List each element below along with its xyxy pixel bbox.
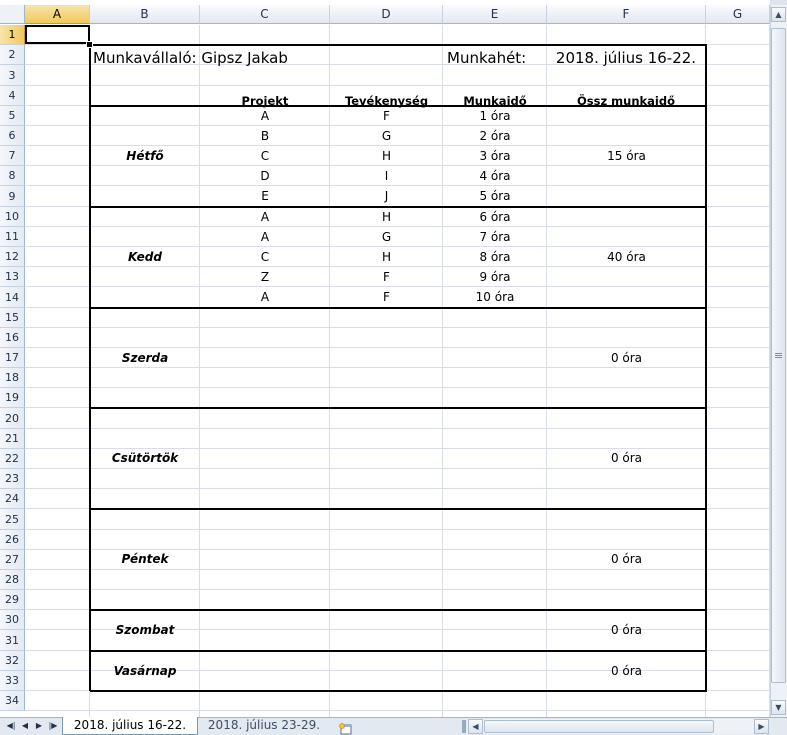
row-header-11[interactable]: 11 [0,227,25,247]
prev-sheet-button[interactable] [18,719,32,733]
row-header-14[interactable]: 14 [0,287,25,308]
row-header-34[interactable]: 34 [0,691,25,711]
next-sheet-button[interactable] [32,719,46,733]
first-sheet-button[interactable] [4,719,18,733]
fill-handle[interactable] [86,41,93,48]
week-value[interactable]: 2018. július 16-22. [555,49,697,67]
entry-activity[interactable]: F [383,290,390,304]
row-header-13[interactable]: 13 [0,267,25,287]
column-header-f[interactable]: F [547,5,706,24]
row-header-26[interactable]: 26 [0,530,25,550]
horizontal-scroll-thumb[interactable] [484,720,714,733]
vertical-scroll-thumb[interactable] [771,28,786,683]
tab-split-handle[interactable] [462,720,466,733]
scroll-down-button[interactable] [771,700,786,715]
header-activity[interactable]: Tevékenység [344,94,429,108]
day-total[interactable]: 0 óra [610,451,643,465]
entry-hours[interactable]: 7 óra [479,230,511,244]
row-header-31[interactable]: 31 [0,630,25,651]
column-header-d[interactable]: D [330,5,443,24]
nav-prev-icon: ◀ [21,721,29,730]
scroll-up-button[interactable] [771,7,786,22]
day-total[interactable]: 0 óra [610,623,643,637]
column-header-b[interactable]: B [90,5,200,24]
entry-project[interactable]: D [260,169,270,183]
row-header-4[interactable]: 4 [0,86,25,106]
nav-first-icon: ◀| [6,721,16,730]
row-header-10[interactable]: 10 [0,207,25,227]
entry-hours[interactable]: 1 óra [479,109,511,123]
day-label[interactable]: Kedd [128,250,162,264]
row-header-29[interactable]: 29 [0,590,25,610]
column-header-a[interactable]: A [25,5,90,24]
row-header-2[interactable]: 2 [0,45,25,65]
day-total[interactable]: 15 óra [607,149,646,163]
row-header-3[interactable]: 3 [0,65,25,86]
row-header-24[interactable]: 24 [0,489,25,509]
entry-activity[interactable]: H [381,250,392,264]
header-project[interactable]: Projekt [241,94,289,108]
week-label[interactable]: Munkahét: [447,49,527,67]
tab-sheet-1[interactable]: 2018. július 16-22. [62,717,198,735]
nav-last-icon: |▶ [48,721,58,730]
header-total[interactable]: Össz munkaidő [576,94,675,108]
employee-label[interactable]: Munkavállaló: Gipsz Jakab [93,49,288,67]
table-border-top [90,44,707,46]
entry-activity[interactable]: F [383,109,390,123]
scroll-left-icon: ◀ [472,722,479,731]
row-header-15[interactable]: 15 [0,308,25,328]
tab-sheet-2[interactable]: 2018. július 23-29. [207,718,321,732]
entry-hours[interactable]: 3 óra [479,149,511,163]
row-header-28[interactable]: 28 [0,570,25,590]
row-header-21[interactable]: 21 [0,429,25,449]
entry-project[interactable]: C [260,250,270,264]
row-header-19[interactable]: 19 [0,388,25,408]
entry-hours[interactable]: 2 óra [479,129,511,143]
scroll-right-button[interactable] [754,719,769,734]
entry-hours[interactable]: 5 óra [479,189,511,203]
entry-project[interactable]: A [260,109,270,123]
entry-activity[interactable]: G [381,129,392,143]
entry-project[interactable]: C [260,149,270,163]
row-header-6[interactable]: 6 [0,126,25,146]
entry-hours[interactable]: 6 óra [479,210,511,224]
entry-activity[interactable]: F [383,270,390,284]
day-total[interactable]: 0 óra [610,552,643,566]
row-header-17[interactable]: 17 [0,348,25,368]
day-label[interactable]: Szombat [115,623,175,637]
day-label[interactable]: Hétfő [126,149,164,163]
grid-column-line [769,25,770,717]
entry-project[interactable]: A [260,290,270,304]
entry-project[interactable]: A [260,210,270,224]
day-total[interactable]: 0 óra [610,664,643,678]
scroll-right-icon: ▶ [758,722,765,731]
column-header-g[interactable]: G [706,5,770,24]
row-header-1[interactable]: 1 [0,25,25,45]
scroll-up-icon: ▲ [775,10,782,19]
scroll-left-button[interactable] [468,719,483,734]
entry-activity[interactable]: J [384,189,389,203]
nav-next-icon: ▶ [35,721,43,730]
row-header-27[interactable]: 27 [0,550,25,570]
row-header-12[interactable]: 12 [0,247,25,267]
entry-activity[interactable]: I [384,169,389,183]
entry-hours[interactable]: 4 óra [479,169,511,183]
entry-activity[interactable]: H [381,210,392,224]
entry-project[interactable]: E [261,189,269,203]
day-total[interactable]: 40 óra [607,250,646,264]
select-all-corner[interactable] [0,5,25,24]
grid-row-line [25,710,770,711]
row-header-9[interactable]: 9 [0,186,25,207]
entry-hours[interactable]: 9 óra [479,270,511,284]
day-total[interactable]: 0 óra [610,351,643,365]
row-header-8[interactable]: 8 [0,166,25,186]
entry-activity[interactable]: G [381,230,392,244]
row-header-22[interactable]: 22 [0,449,25,469]
row-header-7[interactable]: 7 [0,146,25,166]
row-header-5[interactable]: 5 [0,106,25,126]
day-label[interactable]: Péntek [121,552,169,566]
last-sheet-button[interactable] [46,719,60,733]
active-cell-a1[interactable] [25,25,90,44]
entry-project[interactable]: B [260,129,270,143]
grid-row-line [25,85,770,86]
entry-hours[interactable]: 10 óra [475,290,515,304]
entry-activity[interactable]: H [381,149,392,163]
new-sheet-icon[interactable] [338,720,354,732]
row-header-25[interactable]: 25 [0,509,25,530]
row-header-20[interactable]: 20 [0,408,25,429]
day-label[interactable]: Vasárnap [113,664,177,678]
row-header-16[interactable]: 16 [0,328,25,348]
row-header-33[interactable]: 33 [0,671,25,691]
day-label[interactable]: Csütörtök [111,451,179,465]
entry-project[interactable]: Z [260,270,270,284]
row-header-23[interactable]: 23 [0,469,25,489]
header-hours[interactable]: Munkaidő [463,94,527,108]
row-header-30[interactable]: 30 [0,610,25,630]
row-header-18[interactable]: 18 [0,368,25,388]
column-header-e[interactable]: E [443,5,547,24]
row-header-32[interactable]: 32 [0,651,25,671]
scroll-down-icon: ▼ [775,703,782,712]
column-header-c[interactable]: C [200,5,330,24]
day-label[interactable]: Szerda [121,351,169,365]
entry-project[interactable]: A [260,230,270,244]
entry-hours[interactable]: 8 óra [479,250,511,264]
